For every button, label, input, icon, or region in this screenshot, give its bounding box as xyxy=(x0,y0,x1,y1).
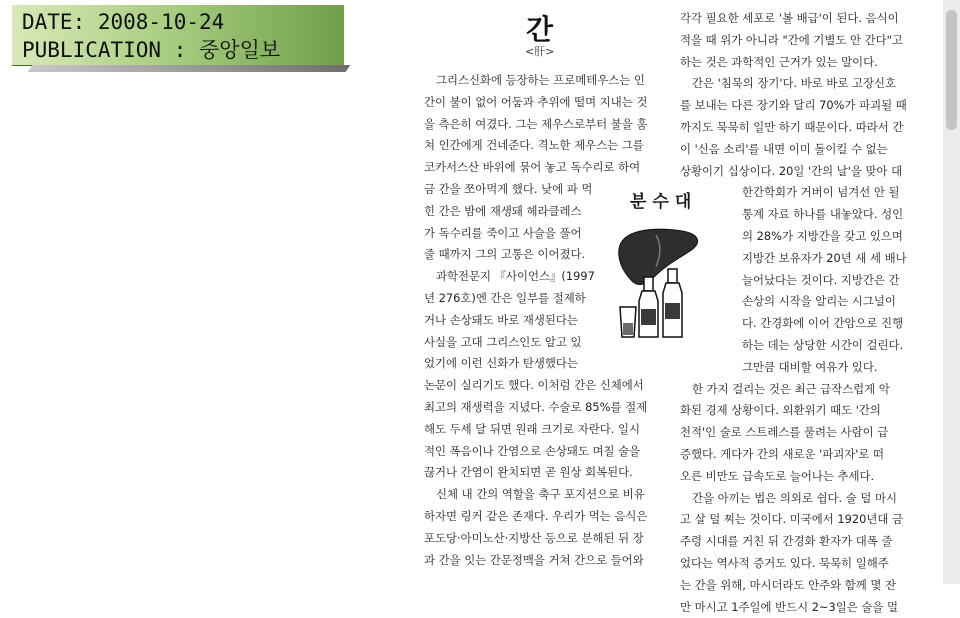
label-shadow xyxy=(28,65,351,72)
article-text-line: 화된 경제 상황이다. 외환위기 때도 '간의 xyxy=(680,403,881,418)
article-text-line: 었다는 역사적 증거도 있다. 묵묵히 일해주 xyxy=(680,555,889,570)
document-info-label xyxy=(12,5,344,66)
article-text-line: 힌 간은 밤에 재생돼 헤라클레스 xyxy=(424,203,582,218)
article-text-line: 을 측은히 여겼다. 그는 제우스로부터 불을 훔 xyxy=(424,116,648,131)
article-text-line: 를 보내는 다른 장기와 달리 70%가 파괴될 때 xyxy=(680,98,907,113)
article-text-line: 사실을 고대 그리스인도 알고 있 xyxy=(424,334,582,349)
article-text-line: 이 '신음 소리'를 내면 이미 돌이킬 수 없는 xyxy=(680,141,888,156)
article-text-line: 과학전문지 『사이언스』(1997 xyxy=(436,269,595,284)
article-text-line: 년 276호)엔 간은 일부를 절제하 xyxy=(424,290,586,305)
article-text-line: 다. 간경화에 이어 간암으로 진행 xyxy=(742,316,904,331)
article-text-line: 었기에 이런 신화가 탄생했다는 xyxy=(424,356,578,371)
article-text-line: 까지도 묵묵히 일만 하기 때문이다. 따라서 간 xyxy=(680,119,904,134)
article-text-line: 가 독수리를 죽이고 사슬을 풀어 xyxy=(424,225,582,240)
publication-line: PUBLICATION : 중앙일보 xyxy=(22,38,281,62)
article-text-line: 상황이기 십상이다. 20일 '간의 날'을 맞아 대 xyxy=(680,163,903,178)
article-text-line: 통계 자료 하나를 내놓았다. 성인 xyxy=(742,207,904,222)
article-text-line: 논문이 실리기도 했다. 이처럼 간은 신체에서 xyxy=(424,378,644,393)
article-subtitle: <肝> xyxy=(525,45,555,58)
liver-icon xyxy=(619,229,698,284)
article-text-line: 해도 두세 달 뒤면 원래 크기로 자란다. 일시 xyxy=(424,421,641,436)
article-text-line: 하는 것은 과학적인 근거가 있는 말이다. xyxy=(680,54,878,69)
article-text-line: 간을 아끼는 법은 의외로 쉽다. 술 덜 마시 xyxy=(692,490,898,505)
article-text-line: 금 간을 쪼아먹게 했다. 낮에 파 먹 xyxy=(424,181,593,196)
bottle-icon xyxy=(639,277,658,337)
article-text-line: 그만큼 대비할 여유가 있다. xyxy=(742,359,878,374)
article-text-line: 주령 시대를 거친 뒤 간경화 환자가 대폭 줄 xyxy=(680,534,893,549)
article-text-line: 코카서스산 바위에 묶어 놓고 독수리로 하여 xyxy=(424,160,641,175)
newspaper-clipping xyxy=(412,0,960,614)
liver-bottles-illustration xyxy=(616,225,708,345)
article-text-line: 천적'인 술로 스트레스를 풀려는 사람이 급 xyxy=(680,425,889,440)
article-text-line: 손상의 시작을 알리는 시그널이 xyxy=(742,294,896,309)
article-text-line: 그리스신화에 등장하는 프로메테우스는 인 xyxy=(436,73,645,87)
article-text-line: 거나 손상돼도 바로 재생된다는 xyxy=(424,312,578,327)
article-text-line: 한간학회가 거버이 넘겨선 안 될 xyxy=(742,185,900,200)
article-text-line: 끊거나 간염이 완치되면 곧 원상 회복된다. xyxy=(424,465,633,480)
article-title: 간 xyxy=(526,13,554,46)
article-text-line: 한 가지 걸리는 것은 최근 급작스럽게 악 xyxy=(692,381,890,396)
article-text-line: 지방간 보유자가 20년 새 세 배나 xyxy=(742,250,907,265)
article-text-line: 줄 때까지 그의 고통은 이어졌다. xyxy=(424,247,586,262)
article-text-line: 고 살 덜 찌는 것이다. 미국에서 1920년대 금 xyxy=(680,512,904,527)
article-text-line: 오른 비만도 급속도로 늘어나는 추세다. xyxy=(680,468,875,483)
scrollbar-thumb[interactable] xyxy=(946,10,957,130)
article-text-line: 의 28%가 지방간을 갖고 있으며 xyxy=(742,228,903,243)
article-text-line: 각각 필요한 세포로 '볼 배급'이 된다. 음식이 xyxy=(680,11,899,25)
article-text-line: 하자면 링커 같은 존재다. 우리가 먹는 음식은 xyxy=(424,508,648,523)
article-text-line: 적인 폭음이나 간염으로 손상돼도 며칠 술을 xyxy=(424,443,641,458)
article-text-line: 만 마시고 1주일에 반드시 2~3일은 술을 멀 xyxy=(680,599,899,614)
column-badge: 분수대 xyxy=(630,192,698,212)
article-text-line: 간은 '침묵의 장기'다. 바로 바로 고장신호 xyxy=(692,76,897,91)
article-column-right xyxy=(680,8,918,618)
article-text-line: 간이 불이 없어 어둠과 추위에 떨며 지내는 것 xyxy=(424,94,648,109)
article-text-line: 쳐 인간에게 건네준다. 격노한 제우스는 그를 xyxy=(424,138,644,153)
article-text-line: 는 간을 위해, 마시더라도 안주와 함께 몇 잔 xyxy=(680,577,897,592)
article-text-line: 늘어났다는 것이다. 지방간은 간 xyxy=(742,272,900,287)
article-text-line: 적을 때 위가 아니라 "간에 기별도 안 간다"고 xyxy=(680,32,903,47)
article-text-line: 최고의 재생력을 지녔다. 수술로 85%를 절제 xyxy=(424,399,648,414)
article-text-line: 하는 데는 상당한 시간이 걸린다. xyxy=(742,337,904,352)
article-text-line: 신체 내 간의 역할을 축구 포지션으로 비유 xyxy=(436,487,645,502)
article-text-line: 과 간을 잇는 간문정맥을 거쳐 간으로 들어와 xyxy=(424,552,644,567)
date-line: DATE: 2008-10-24 xyxy=(22,10,225,34)
bottle-icon xyxy=(663,269,682,337)
article-text-line: 증했다. 게다가 간의 새로운 '파괴자'로 떠 xyxy=(680,446,885,461)
article-text-line: 포도당·아미노산·지방산 등으로 분해된 뒤 장 xyxy=(424,530,644,545)
glass-icon xyxy=(620,307,636,337)
